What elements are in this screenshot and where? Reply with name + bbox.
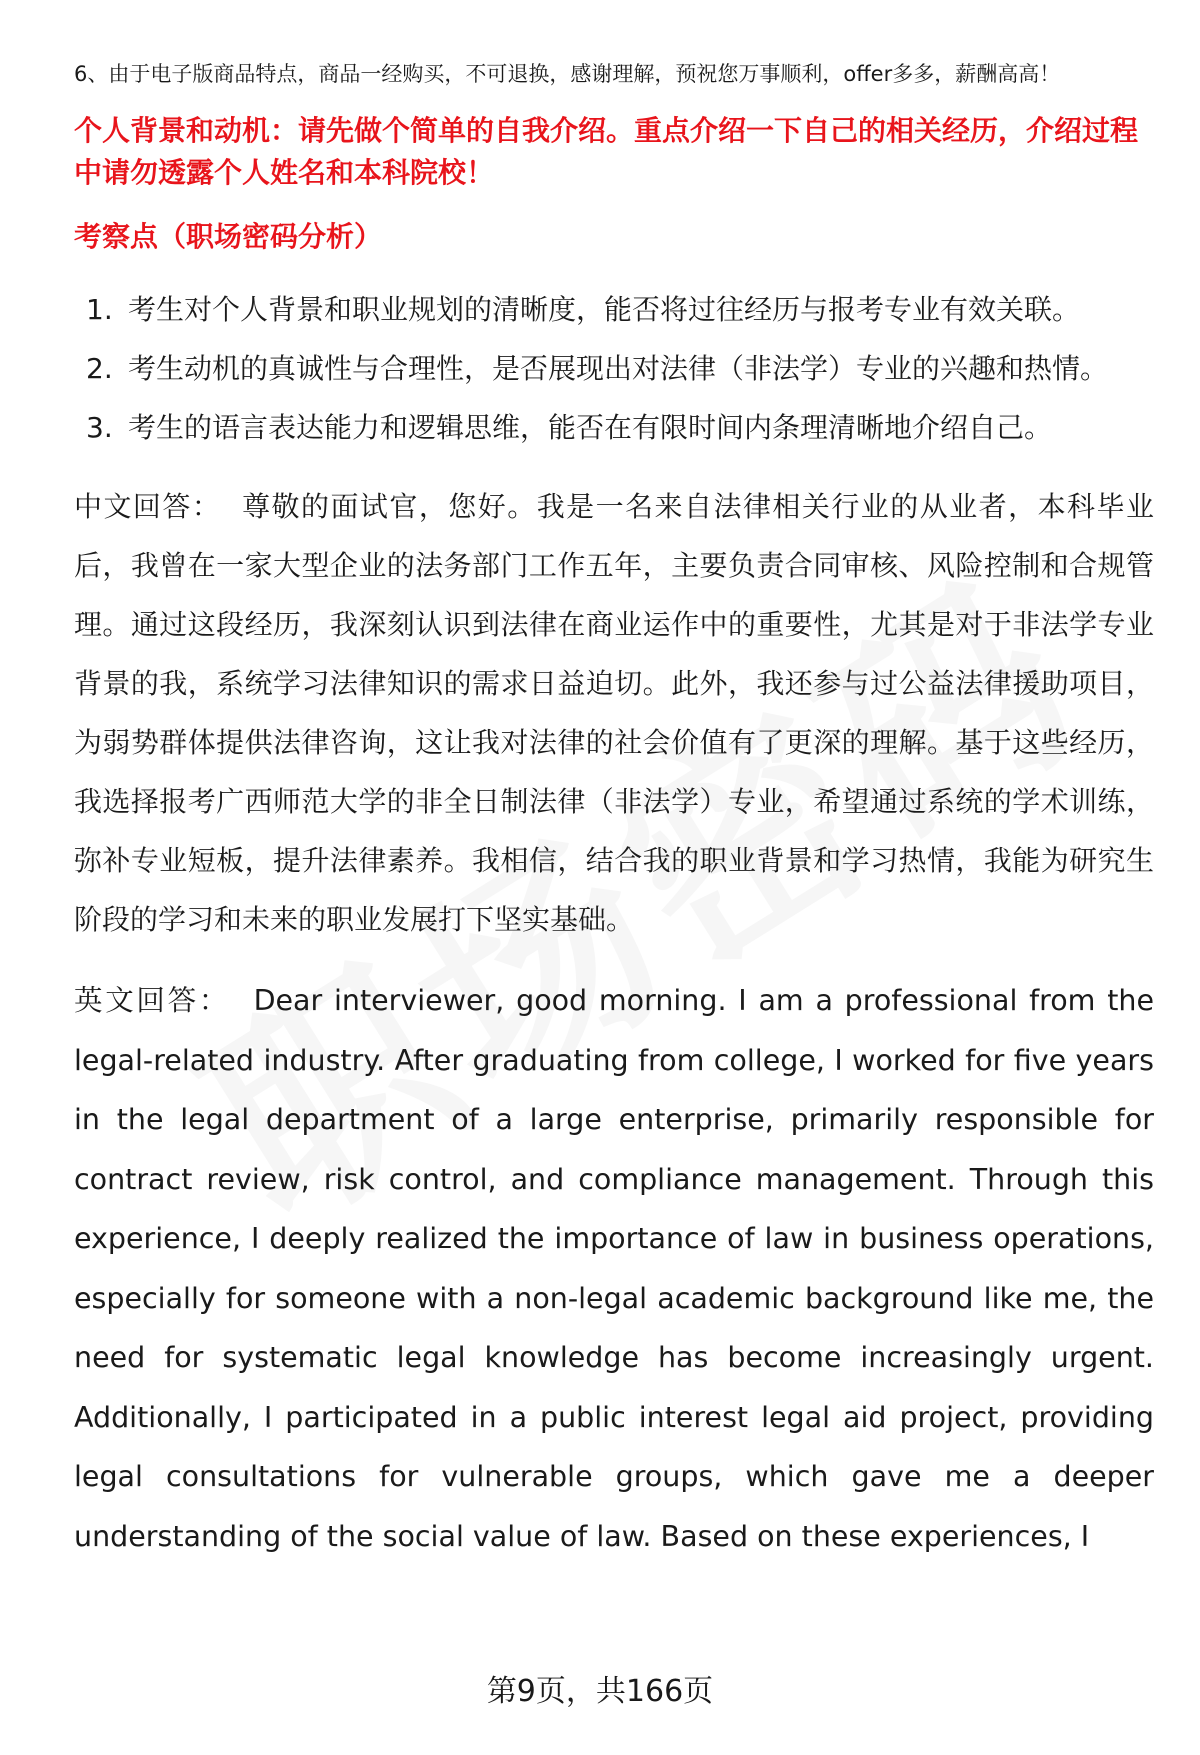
page-number: 第9页，共166页 <box>486 1674 714 1709</box>
chinese-answer-label: 中文回答： <box>74 490 222 523</box>
english-answer <box>74 971 1154 1566</box>
list-item-number: 1. <box>86 293 113 326</box>
assessment-points-list <box>74 280 1154 457</box>
list-item <box>74 280 1154 339</box>
list-item <box>74 398 1154 457</box>
list-item-number: 3. <box>86 411 113 444</box>
purchase-notice: 6、由于电子版商品特点，商品一经购买，不可退换，感谢理解，预祝您万事顺利，offer多多，薪酬高高！ <box>74 62 1061 86</box>
list-item-number: 2. <box>86 352 113 385</box>
list-item-text: 考生的语言表达能力和逻辑思维，能否在有限时间内条理清晰地介绍自己。 <box>128 411 1053 444</box>
list-item-text: 考生动机的真诚性与合理性，是否展现出对法律（非法学）专业的兴趣和热情。 <box>128 352 1109 385</box>
page-content <box>74 56 1154 1566</box>
list-item <box>74 339 1154 398</box>
question-heading: 个人背景和动机：请先做个简单的自我介绍。重点介绍一下自己的相关经历，介绍过程中请勿透露个人姓名和本科院校！ <box>74 114 1139 189</box>
assessment-points-heading: 考察点（职场密码分析） <box>74 220 383 253</box>
chinese-answer-text: 尊敬的面试官，您好。我是一名来自法律相关行业的从业者，本科毕业后，我曾在一家大型企业的法务部门工作五年，主要负责合同审核、风险控制和合规管理。通过这段经历，我深刻认识到法律在商业运作中的重要性，尤其是对于非法学专业背景的我，系统学习法律知识的需求日益迫切。此外，我还参与过公益法律援助项目，为弱势群体提供法律咨询，这让我对法律的社会价值有了更深的理解。基于这些经历，我选择报考广西师范大学的非全日制法律（非法学）专业，希望通过系统的学术训练，弥补专业短板，提升法律素养。我相信，结合我的职业背景和学习热情，我能为研究生阶段的学习和未来的职业发展打下坚实基础。 <box>74 490 1154 936</box>
chinese-answer <box>74 477 1154 949</box>
english-answer-text: Dear interviewer, good morning. I am a professional from the legal-related industry. After graduating from college, I worked for five years in the legal department of a large enterprise, primarily responsible for contract review, risk control, and compliance management. Through this experience, I deeply realized the importance of law in business operations, especially for someone with a non-legal academic background like me, the need for systematic legal knowledge has become increasingly urgent. Additionally, I participated in a public interest legal aid project, providing legal consultations for vulnerable groups, which gave me a deeper understanding of the social value of law. Based on these experiences, I <box>74 984 1154 1553</box>
english-answer-label: 英文回答： <box>74 984 231 1017</box>
list-item-text: 考生对个人背景和职业规划的清晰度，能否将过往经历与报考专业有效关联。 <box>128 293 1081 326</box>
